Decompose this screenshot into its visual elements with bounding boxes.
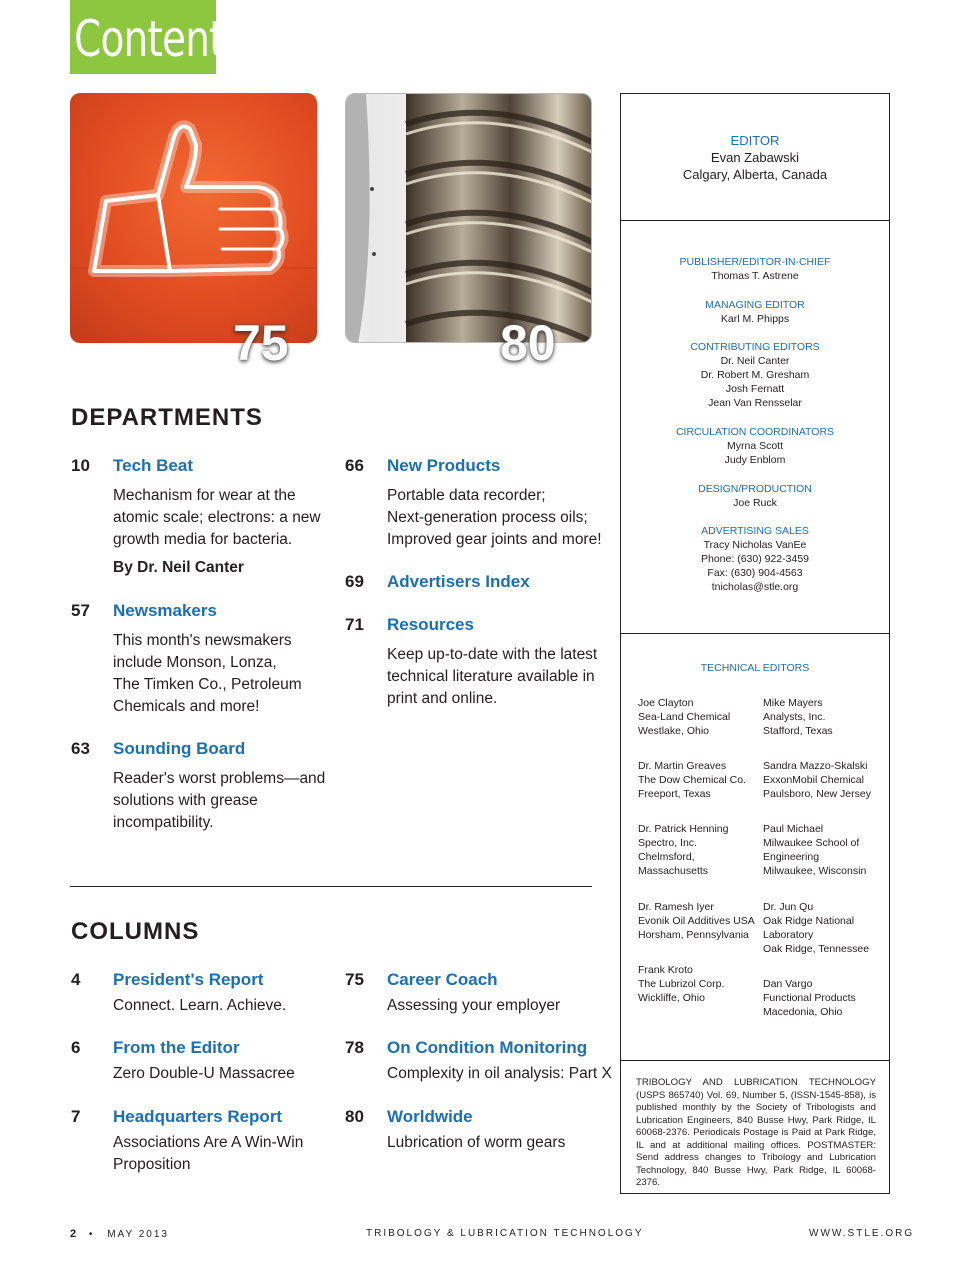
toc-description: Portable data recorder; Next-generation process oils; Improved gear joints and more!	[387, 487, 602, 548]
technical-editor: Joe Clayton Sea-Land Chemical Westlake, Ohio	[638, 697, 731, 737]
masthead-divider	[621, 1060, 889, 1061]
toc-page-number: 69	[345, 572, 364, 591]
technical-editor: Dr. Ramesh Iyer Evonik Oil Additives USA Horsham, Pennsylvania	[638, 901, 755, 941]
technical-editor: Mike Mayers Analysts, Inc. Stafford, Texas	[763, 697, 833, 737]
staff-block	[621, 298, 889, 326]
technical-editor: Dan Vargo Functional Products Macedonia, Ohio	[763, 978, 856, 1018]
masthead-divider	[621, 220, 889, 221]
staff-block	[621, 524, 889, 594]
staff-name: Karl M. Phipps	[720, 313, 790, 325]
toc-description: This month's newsmakers include Monson, Lonza, The Timken Co., Petroleum Chemicals and more!	[113, 632, 302, 715]
toc-title-link[interactable]: Tech Beat	[113, 456, 193, 475]
staff-name: Judy Enblom	[724, 454, 786, 466]
staff-name: Jean Van Rensselar	[708, 397, 802, 409]
toc-title-link[interactable]: President's Report	[113, 970, 264, 989]
staff-role: CONTRIBUTING EDITORS	[690, 341, 820, 353]
technical-editor: Dr. Martin Greaves The Dow Chemical Co. Freeport, Texas	[638, 760, 746, 800]
staff-name: Joe Ruck	[733, 497, 777, 509]
staff-name: Dr. Robert M. Gresham	[700, 369, 810, 381]
staff-name: Dr. Neil Canter	[720, 355, 790, 367]
toc-page-number: 6	[71, 1038, 81, 1057]
technical-editors-label: TECHNICAL EDITORS	[700, 662, 810, 674]
toc-description: Assessing your employer	[387, 997, 561, 1014]
toc-description: Complexity in oil analysis: Part X	[387, 1065, 612, 1082]
staff-role: CIRCULATION COORDINATORS	[675, 426, 835, 438]
toc-page-number: 78	[345, 1038, 364, 1057]
email-link[interactable]: tnicholas@stle.org	[711, 581, 799, 593]
editor-role: EDITOR	[730, 133, 780, 148]
feature-page-number: 75	[233, 315, 289, 371]
footer-left	[70, 1228, 169, 1240]
toc-page-number: 75	[345, 970, 364, 989]
staff-name: Myrna Scott	[726, 440, 784, 452]
staff-role: MANAGING EDITOR	[705, 299, 805, 311]
staff-name: Tracy Nicholas VanEe	[703, 539, 807, 551]
publication-legal-notice: TRIBOLOGY AND LUBRICATION TECHNOLOGY (USPS 865740) Vol. 69, Number 5, (ISSN-1545-858), is published monthly by the Society of Tribologists and Lubrication Engineers, 840 Busse Hwy, Park Ridge, IL 60068-2376. Periodicals Postage is Paid at Park Ridge, IL and at additional mailing offices. POSTMASTER: Send address changes to Tribology and Lubrication Technology, 840 Busse Hwy, Park Ridge, IL 60068-2376.	[636, 1077, 876, 1188]
toc-page-number: 63	[71, 739, 90, 758]
toc-page-number: 71	[345, 615, 364, 634]
toc-description: Reader's worst problems—and solutions with grease incompatibility.	[113, 770, 326, 831]
staff-role: PUBLISHER/EDITOR-IN-CHIEF	[679, 256, 831, 268]
toc-description: Associations Are A Win-Win Proposition	[113, 1134, 304, 1173]
toc-title-link[interactable]: Headquarters Report	[113, 1107, 283, 1126]
toc-title-link[interactable]: Career Coach	[387, 970, 498, 989]
staff-role: DESIGN/PRODUCTION	[698, 483, 812, 495]
toc-description: Mechanism for wear at the atomic scale; electrons: a new growth media for bacteria.	[113, 487, 321, 548]
toc-title-link[interactable]: Resources	[387, 615, 474, 634]
toc-title-link[interactable]: New Products	[387, 456, 501, 475]
toc-description: Zero Double-U Massacree	[113, 1065, 295, 1082]
page-title: Contents	[74, 10, 244, 68]
toc-title-link[interactable]: Advertisers Index	[387, 572, 530, 591]
technical-editor: Dr. Patrick Henning Spectro, Inc. Chelmsford, Massachusetts	[638, 823, 729, 877]
toc-page-number: 57	[71, 601, 90, 620]
toc-title-link[interactable]: On Condition Monitoring	[387, 1038, 588, 1057]
toc-description: Keep up-to-date with the latest technical literature available in print and online.	[387, 646, 598, 707]
toc-byline: By Dr. Neil Canter	[113, 559, 244, 576]
staff-name: Thomas T. Astrene	[711, 270, 799, 282]
departments-heading: DEPARTMENTS	[71, 404, 263, 431]
staff-role: ADVERTISING SALES	[701, 525, 809, 537]
staff-name: Phone: (630) 922-3459	[701, 553, 809, 565]
staff-name: Josh Fernatt	[725, 383, 785, 395]
worm-gear-photo	[346, 94, 592, 343]
section-divider	[70, 886, 592, 887]
footer-separator: •	[88, 1229, 95, 1240]
masthead-divider	[621, 633, 889, 634]
technical-editors-heading	[621, 661, 889, 675]
staff-block	[621, 425, 889, 467]
footer-date: MAY 2013	[107, 1229, 169, 1240]
staff-block	[621, 482, 889, 510]
toc-title-link[interactable]: Sounding Board	[113, 739, 246, 758]
toc-title-link[interactable]: Worldwide	[387, 1107, 473, 1126]
editor-name: Evan Zabawski	[710, 150, 800, 165]
toc-description: Lubrication of worm gears	[387, 1134, 566, 1151]
toc-title-link[interactable]: From the Editor	[113, 1038, 240, 1057]
toc-page-number: 66	[345, 456, 364, 475]
toc-page-number: 4	[71, 970, 81, 989]
footer-website-link[interactable]: WWW.STLE.ORG	[809, 1228, 915, 1239]
staff-block	[621, 255, 889, 283]
toc-title-link[interactable]: Newsmakers	[113, 601, 217, 620]
technical-editor: Dr. Jun Qu Oak Ridge National Laboratory Oak Ridge, Tennessee	[763, 901, 870, 955]
toc-page-number: 10	[71, 456, 90, 475]
technical-editor: Sandra Mazzo-Skalski ExxonMobil Chemical Paulsboro, New Jersey	[763, 760, 871, 800]
toc-page-number: 7	[71, 1107, 81, 1126]
contents-header-tab	[70, 0, 244, 74]
toc-page-number: 80	[345, 1107, 364, 1126]
masthead-box	[620, 93, 890, 1194]
toc-description: Connect. Learn. Achieve.	[113, 997, 287, 1014]
editor-location: Calgary, Alberta, Canada	[682, 167, 828, 182]
staff-block	[621, 340, 889, 410]
footer-page-number: 2	[70, 1228, 77, 1240]
staff-name: Fax: (630) 904-4563	[707, 567, 803, 579]
technical-editor: Frank Kroto The Lubrizol Corp. Wickliffe, Ohio	[638, 964, 725, 1004]
columns-heading: COLUMNS	[71, 918, 200, 945]
editor-block	[621, 132, 889, 183]
thumbs-up-icon	[70, 93, 317, 343]
worm-gear-feature-image[interactable]	[345, 93, 592, 343]
thumbs-up-feature-image[interactable]	[70, 93, 317, 343]
feature-page-number: 80	[500, 315, 556, 371]
technical-editor: Paul Michael Milwaukee School of Engineering Milwaukee, Wisconsin	[763, 823, 867, 877]
footer-publication: TRIBOLOGY & LUBRICATION TECHNOLOGY	[366, 1228, 644, 1239]
